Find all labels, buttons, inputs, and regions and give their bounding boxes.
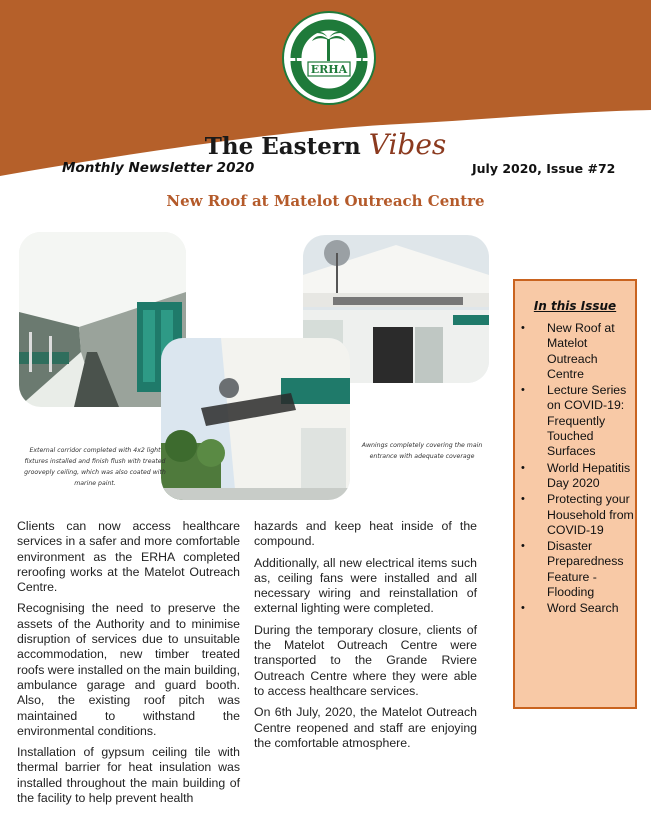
caption-corridor: External corridor completed with 4x2 light fixtures installed and finish flush with treated grooveply ceiling, which was also coated with marine paint. (24, 447, 166, 487)
logo-initials: ERHA (310, 63, 348, 76)
article-paragraph: hazards and keep heat inside of the compound. (254, 519, 477, 549)
article-paragraph: Clients can now access healthcare services in a safer and more comfortable environment as the ERHA completed reroofing works at the Matelot Outreach Centre. (17, 519, 240, 595)
bullet-icon: • (521, 322, 525, 334)
issue-list-item[interactable]: • World Hepatitis Day 2020 (521, 460, 631, 490)
article-paragraph: During the temporary closure, clients of the Matelot Outreach Centre were transported to the Grande Rviere Outreach Centre where they were able to access healthcare services. (254, 622, 477, 698)
article-paragraph: Additionally, all new electrical items such as, ceiling fans were installed and all necessary wiring and reinstallation of external lighting were completed. (254, 555, 477, 616)
issue-info: July 2020, Issue #72 (472, 161, 616, 176)
newsletter-subtitle: Monthly Newsletter 2020 (62, 160, 255, 176)
bullet-icon: • (521, 461, 525, 474)
title-plain: The Eastern (204, 133, 361, 160)
sidebar-heading: In this Issue (533, 299, 617, 313)
article-column-left (17, 519, 240, 812)
article-paragraph: On 6th July, 2020, the Matelot Outreach Centre reopened and staff are enjoying the comfortable atmosphere. (254, 705, 477, 750)
title-accent: Vibes (368, 128, 447, 161)
newsletter-title (0, 128, 651, 161)
awning-photo (161, 338, 350, 500)
issue-list (515, 321, 635, 617)
article-column-right (254, 519, 477, 757)
article-headline: New Roof at Matelot Outreach Centre (166, 192, 485, 210)
bullet-icon: • (521, 384, 525, 397)
caption-awning: Awnings completely covering the main entrance with adequate coverage (361, 442, 483, 460)
bullet-icon: • (521, 493, 525, 506)
issue-list-item[interactable]: • Lecture Series on COVID-19: Frequently Touched Surfaces (521, 383, 627, 459)
article-paragraph: Installation of gypsum ceiling tile with thermal barrier for heat insulation was installed throughout the main building of the facility to help prevent health (17, 745, 240, 806)
in-this-issue-box (513, 279, 637, 709)
bullet-icon: • (521, 540, 525, 553)
issue-list-item[interactable]: • Word Search (521, 601, 619, 616)
issue-list-item[interactable]: • New Roof at Matelot Outreach Centre (521, 321, 615, 381)
bullet-icon: • (521, 602, 525, 615)
article-paragraph: Recognising the need to preserve the assets of the Authority and to minimise disruption of services due to unsuitable accommodation, new timber treated roofs were installed on the main building, ambulance garage and guard booth. Also, the existing roof pitch was maintained to withstand the environmental conditions. (17, 601, 240, 738)
erha-logo (282, 11, 376, 105)
issue-list-item[interactable]: • Protecting your Household from COVID-19 (521, 492, 634, 537)
issue-list-item[interactable]: • Disaster Preparedness Feature - Flooding (521, 539, 624, 600)
